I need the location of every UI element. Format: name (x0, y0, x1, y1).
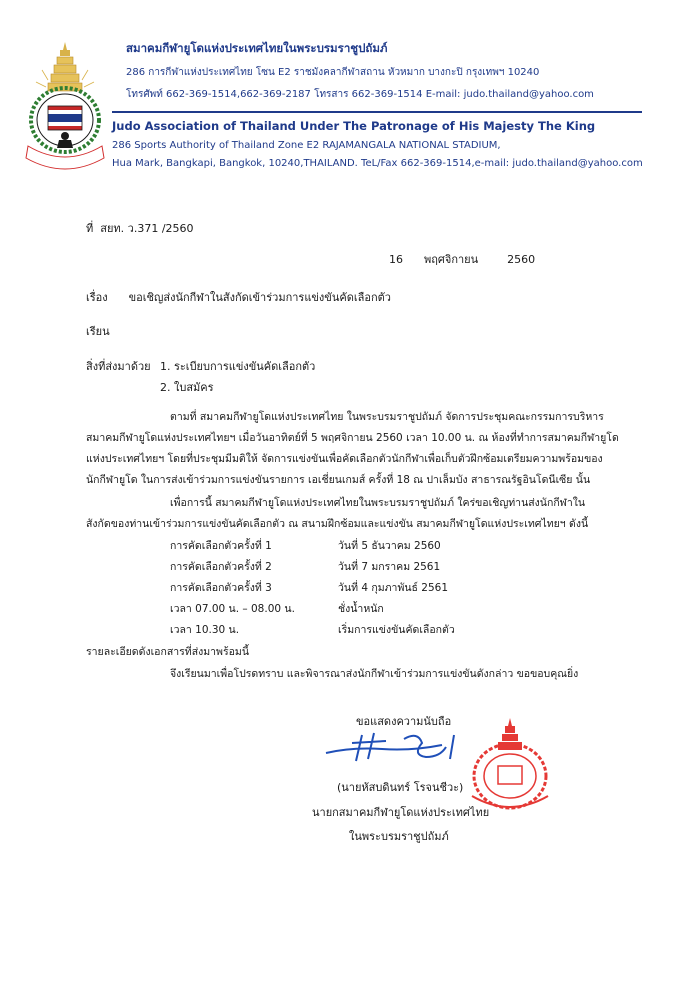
schedule-label: การคัดเลือกตัวครั้งที่ 1 (170, 540, 272, 552)
signer-title-2: ในพระบรมราชูปถัมภ์ (349, 830, 449, 843)
closing-request: จึงเรียนมาเพื่อโปรดทราบ และพิจารณาส่งนักกีฬาเข้าร่วมการแข่งขันดังกล่าว ขอขอบคุณยิ่ง (170, 668, 579, 680)
schedule-value: วันที่ 7 มกราคม 2561 (338, 561, 441, 573)
salutation: เรียน (86, 325, 110, 338)
signer-title-1: นายกสมาคมกีฬายูโดแห่งประเทศไทย (312, 806, 490, 819)
date-year: 2560 (507, 253, 536, 266)
schedule-value: เริ่มการแข่งขันคัดเลือกตัว (338, 624, 455, 636)
subject-label: เรื่อง (86, 291, 108, 304)
paragraph-1-line-3: แห่งประเทศไทยฯ โดยที่ประชุมมีมติให้ จัดการแข่งขันเพื่อคัดเลือกตัวนักกีฬาเพื่อเก็บตัวฝึกซ้อมเตรียมความพร้อมของ (86, 453, 603, 465)
schedule-value: วันที่ 4 กุมภาพันธ์ 2561 (338, 582, 449, 594)
paragraph-2-line-1: เพื่อการนี้ สมาคมกีฬายูโดแห่งประเทศไทยในพระบรมราชูปถัมภ์ ใคร่ขอเชิญท่านส่งนักกีฬาใน (170, 497, 586, 509)
reference-number: สยท. ว.371 /2560 (100, 222, 194, 235)
address-thai: 286 การกีฬาแห่งประเทศไทย โซน E2 ราชมังคลากีฬาสถาน หัวหมาก บางกะปิ กรุงเทพฯ 10240 (126, 67, 540, 78)
subject-text: ขอเชิญส่งนักกีฬาในสังกัดเข้าร่วมการแข่งขันคัดเลือกตัว (128, 291, 391, 304)
association-name-english: Judo Association of Thailand Under The Patronage of His Majesty The King (112, 119, 596, 133)
enclosure-1: 1. ระเบียบการแข่งขันคัดเลือกตัว (160, 360, 316, 373)
subject-line (86, 288, 391, 306)
schedule-label: การคัดเลือกตัวครั้งที่ 2 (170, 561, 272, 573)
enclosure-2: 2. ใบสมัคร (160, 381, 214, 394)
date-day: 16 (389, 253, 403, 266)
association-seal-icon (462, 714, 558, 814)
schedule-value: วันที่ 5 ธันวาคม 2560 (338, 540, 441, 552)
schedule-value: ชั่งน้ำหนัก (338, 603, 384, 615)
association-emblem-icon (22, 40, 108, 180)
schedule-label: เวลา 10.30 น. (170, 624, 240, 636)
contact-thai: โทรศัพท์ 662-369-1514,662-369-2187 โทรสาร 662-369-1514 E-mail: judo.thailand@yahoo.com (126, 89, 594, 100)
enclosures-label: สิ่งที่ส่งมาด้วย (86, 360, 151, 373)
paragraph-2-line-2: สังกัดของท่านเข้าร่วมการแข่งขันคัดเลือกตัว ณ สนามฝึกซ้อมและแข่งขัน สมาคมกีฬายูโดแห่งประเทศไทยฯ ดังนี้ (86, 518, 589, 530)
schedule-label: เวลา 07.00 น. – 08.00 น. (170, 603, 295, 615)
letterhead-divider (112, 111, 642, 113)
reference-line (86, 219, 194, 237)
handwritten-signature (322, 727, 472, 767)
date-line (389, 250, 535, 268)
address-english: 286 Sports Authority of Thailand Zone E2 RAJAMANGALA NATIONAL STADIUM, (112, 140, 501, 151)
paragraph-1-line-2: สมาคมกีฬายูโดแห่งประเทศไทยฯ เมื่อวันอาทิตย์ที่ 5 พฤศจิกายน 2560 เวลา 10.00 น. ณ ห้องที่ทำการสมาคมกีฬายูโด (86, 432, 619, 444)
association-name-thai: สมาคมกีฬายูโดแห่งประเทศไทยในพระบรมราชูปถัมภ์ (126, 41, 388, 55)
paragraph-1-line-4: นักกีฬายูโด ในการส่งเข้าร่วมการแข่งขันรายการ เอเชี่ยนเกมส์ ครั้งที่ 18 ณ ปาเล็มบัง สาธารณรัฐอินโดนีเซีย นั้น (86, 474, 591, 486)
reference-label: ที่ (86, 222, 94, 235)
letterhead-english (112, 119, 692, 169)
schedule-label: การคัดเลือกตัวครั้งที่ 3 (170, 582, 272, 594)
paragraph-1-line-1: ตามที่ สมาคมกีฬายูโดแห่งประเทศไทย ในพระบรมราชูปถัมภ์ จัดการประชุมคณะกรรมการบริหาร (170, 411, 604, 423)
details-note: รายละเอียดดังเอกสารที่ส่งมาพร้อมนี้ (86, 646, 250, 658)
sign-off: ขอแสดงความนับถือ (356, 715, 452, 728)
letterhead-thai (126, 40, 686, 102)
contact-english: Hua Mark, Bangkapi, Bangkok, 10240,THAILAND. TeL/Fax 662-369-1514,e-mail: judo.thailand@yahoo.com (112, 158, 643, 169)
date-month: พฤศจิกายน (424, 253, 479, 266)
signer-name: (นายหัสบดินทร์ โรจนชีวะ) (337, 781, 464, 794)
